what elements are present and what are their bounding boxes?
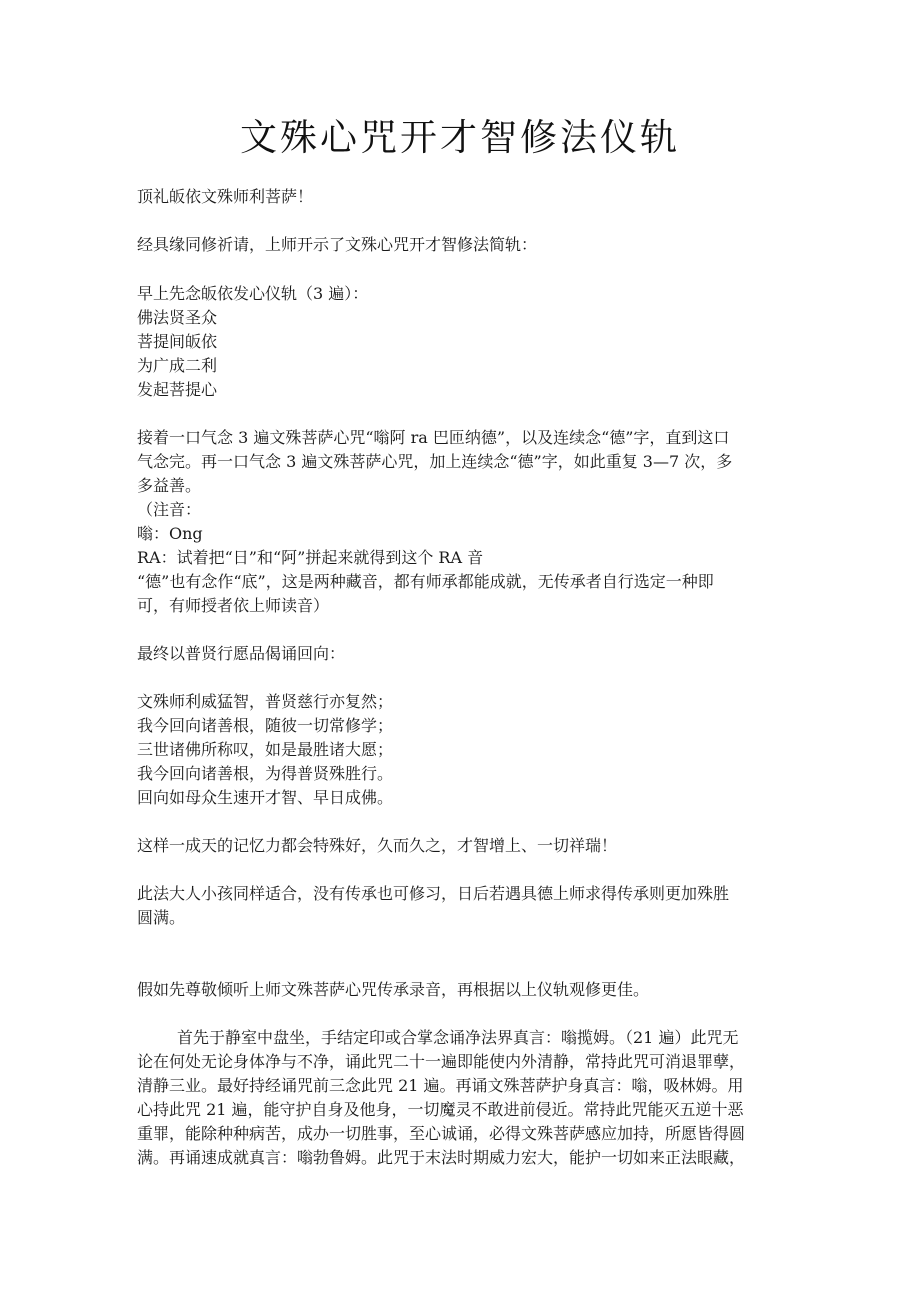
verse-line: 我今回向诸善根，为得普贤殊胜行。 — [137, 764, 394, 783]
text-line: RA：试着把“日”和“阿”拼起来就得到这个 RA 音 — [137, 548, 484, 567]
text-line: “德”也有念作“底”，这是两种藏音，都有师承都能成就，无传承者自行选定一种即 — [137, 572, 714, 591]
text-line: 气念完。再一口气念 3 遍文殊菩萨心咒，加上连续念“德”字，如此重复 3—7 次，多 — [137, 452, 733, 471]
text-line: 顶礼皈依文殊师利菩萨！ — [137, 187, 314, 206]
verse-line: 发起菩提心 — [137, 380, 218, 399]
verse-line: 佛法贤圣众 — [137, 308, 218, 327]
verse-line: 菩提间皈依 — [137, 332, 218, 351]
text-line: 此法大人小孩同样适合，没有传承也可修习，日后若遇具德上师求得传承则更加殊胜 — [137, 884, 730, 903]
text-line: 论在何处无论身体净与不净，诵此咒二十一遍即能使内外清静，常持此咒可消退罪孽， — [137, 1052, 746, 1071]
verse-line: 文殊师利威猛智，普贤慈行亦复然； — [137, 692, 394, 711]
text-line: 接着一口气念 3 遍文殊菩萨心咒“嗡阿 ra 巴匝纳德”，以及连续念“德”字，直到这口 — [137, 428, 730, 447]
text-line: 早上先念皈依发心仪轨（3 遍）： — [137, 284, 369, 303]
text-line: （注音： — [137, 500, 202, 519]
text-line: 经具缘同修祈请，上师开示了文殊心咒开才智修法简轨： — [137, 235, 538, 254]
text-line: 满。再诵速成就真言：嗡勃鲁姆。此咒于末法时期威力宏大，能护一切如来正法眼藏， — [137, 1148, 746, 1167]
text-line: 这样一成天的记忆力都会特殊好，久而久之，才智增上、一切祥瑞！ — [137, 836, 618, 855]
verse-line: 为广成二利 — [137, 356, 218, 375]
text-line: 假如先尊敬倾听上师文殊菩萨心咒传承录音，再根据以上仪轨观修更佳。 — [137, 980, 650, 999]
text-line: 圆满。 — [137, 908, 186, 927]
text-line: 清静三业。最好持经诵咒前三念此咒 21 遍。再诵文殊菩萨护身真言：嗡，吸林姆。用 — [137, 1076, 744, 1095]
text-line: 多益善。 — [137, 476, 202, 495]
document-title: 文殊心咒开才智修法仪轨 — [240, 116, 680, 159]
text-line: 重罪，能除种种病苦，成办一切胜事，至心诚诵，必得文殊菩萨感应加持，所愿皆得圆 — [137, 1124, 746, 1143]
verse-line: 我今回向诸善根，随彼一切常修学； — [137, 716, 394, 735]
text-line: 最终以普贤行愿品偈诵回向： — [137, 644, 346, 663]
verse-line: 三世诸佛所称叹，如是最胜诸大愿； — [137, 740, 394, 759]
text-line: 心持此咒 21 遍，能守护自身及他身，一切魔灵不敢进前侵近。常持此咒能灭五逆十恶 — [137, 1100, 744, 1119]
verse-line: 回向如母众生速开才智、早日成佛。 — [137, 788, 394, 807]
text-line: 嗡：Ong — [137, 524, 203, 543]
text-line: 可，有师授者依上师读音） — [137, 596, 330, 615]
text-line: 首先于静室中盘坐，手结定印或合掌念诵净法界真言：嗡揽姆。（21 遍）此咒无 — [177, 1028, 739, 1047]
